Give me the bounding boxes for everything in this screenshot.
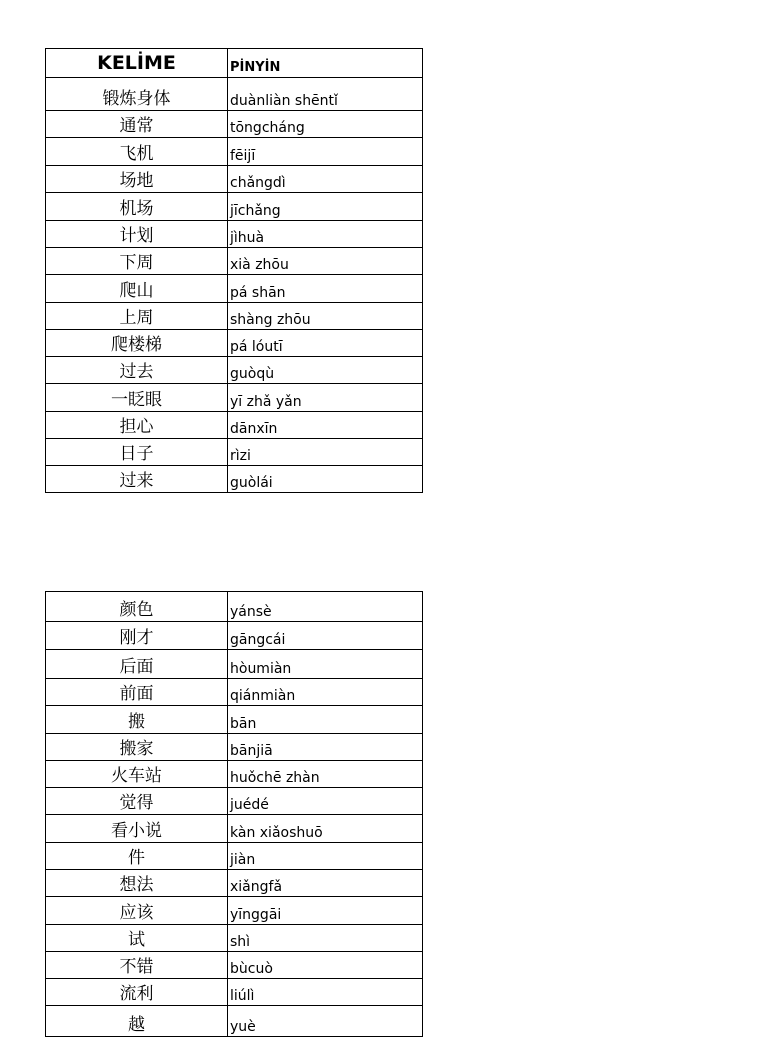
chinese-word-cell: 通常	[46, 111, 228, 138]
table-row	[46, 330, 423, 357]
table-row	[46, 439, 423, 466]
pinyin-cell: yī zhǎ yǎn	[228, 384, 423, 412]
pinyin-cell: rìzi	[228, 439, 423, 466]
chinese-word-cell: 计划	[46, 221, 228, 248]
chinese-word-cell: 想法	[46, 870, 228, 897]
pinyin-cell: bān	[228, 706, 423, 734]
pinyin-cell: shì	[228, 925, 423, 952]
header-pinyin: PİNYİN	[228, 49, 423, 78]
table-row	[46, 1006, 423, 1037]
chinese-word-cell: 爬楼梯	[46, 330, 228, 357]
table-row	[46, 111, 423, 138]
table-row	[46, 679, 423, 706]
table-row	[46, 166, 423, 193]
table-row	[46, 870, 423, 897]
pinyin-cell: guòqù	[228, 357, 423, 384]
table-row	[46, 952, 423, 979]
chinese-word-cell: 后面	[46, 650, 228, 679]
chinese-word-cell: 件	[46, 843, 228, 870]
pinyin-cell: pá shān	[228, 275, 423, 303]
pinyin-cell: gāngcái	[228, 622, 423, 650]
chinese-word-cell: 流利	[46, 979, 228, 1006]
pinyin-cell: xiǎngfǎ	[228, 870, 423, 897]
table-row	[46, 706, 423, 734]
chinese-word-cell: 搬	[46, 706, 228, 734]
chinese-word-cell: 看小说	[46, 815, 228, 843]
table-row	[46, 592, 423, 622]
vocabulary-table-1	[45, 48, 423, 493]
chinese-word-cell: 应该	[46, 897, 228, 925]
pinyin-cell: yánsè	[228, 592, 423, 622]
pinyin-cell: jiàn	[228, 843, 423, 870]
pinyin-cell: kàn xiǎoshuō	[228, 815, 423, 843]
table-row	[46, 78, 423, 111]
table-row	[46, 979, 423, 1006]
table-row	[46, 650, 423, 679]
pinyin-cell: bānjiā	[228, 734, 423, 761]
table-row	[46, 138, 423, 166]
pinyin-cell: pá lóutī	[228, 330, 423, 357]
table-row	[46, 412, 423, 439]
chinese-word-cell: 下周	[46, 248, 228, 275]
chinese-word-cell: 颜色	[46, 592, 228, 622]
chinese-word-cell: 试	[46, 925, 228, 952]
pinyin-cell: yuè	[228, 1006, 423, 1037]
chinese-word-cell: 担心	[46, 412, 228, 439]
pinyin-cell: tōngcháng	[228, 111, 423, 138]
pinyin-cell: bùcuò	[228, 952, 423, 979]
vocabulary-table-2	[45, 591, 423, 1037]
pinyin-cell: jìhuà	[228, 221, 423, 248]
pinyin-cell: xià zhōu	[228, 248, 423, 275]
pinyin-cell: dānxīn	[228, 412, 423, 439]
pinyin-cell: hòumiàn	[228, 650, 423, 679]
table-row	[46, 466, 423, 493]
pinyin-cell: fēijī	[228, 138, 423, 166]
table-row	[46, 925, 423, 952]
table-row	[46, 815, 423, 843]
pinyin-cell: shàng zhōu	[228, 303, 423, 330]
chinese-word-cell: 刚才	[46, 622, 228, 650]
table-row	[46, 275, 423, 303]
chinese-word-cell: 日子	[46, 439, 228, 466]
chinese-word-cell: 场地	[46, 166, 228, 193]
chinese-word-cell: 火车站	[46, 761, 228, 788]
chinese-word-cell: 过来	[46, 466, 228, 493]
chinese-word-cell: 不错	[46, 952, 228, 979]
table-row	[46, 303, 423, 330]
pinyin-cell: guòlái	[228, 466, 423, 493]
table-row	[46, 761, 423, 788]
header-word: KELİME	[46, 49, 228, 78]
pinyin-cell: qiánmiàn	[228, 679, 423, 706]
chinese-word-cell: 觉得	[46, 788, 228, 815]
pinyin-cell: jīchǎng	[228, 193, 423, 221]
table-row	[46, 357, 423, 384]
chinese-word-cell: 搬家	[46, 734, 228, 761]
table-row	[46, 384, 423, 412]
chinese-word-cell: 飞机	[46, 138, 228, 166]
chinese-word-cell: 越	[46, 1006, 228, 1037]
pinyin-cell: liúlì	[228, 979, 423, 1006]
chinese-word-cell: 锻炼身体	[46, 78, 228, 111]
chinese-word-cell: 前面	[46, 679, 228, 706]
pinyin-cell: duànliàn shēntǐ	[228, 78, 423, 111]
table-row	[46, 843, 423, 870]
pinyin-cell: yīnggāi	[228, 897, 423, 925]
pinyin-cell: chǎngdì	[228, 166, 423, 193]
pinyin-cell: juédé	[228, 788, 423, 815]
table-row	[46, 221, 423, 248]
chinese-word-cell: 爬山	[46, 275, 228, 303]
table-row	[46, 734, 423, 761]
table-header-row	[46, 49, 423, 78]
pinyin-cell: huǒchē zhàn	[228, 761, 423, 788]
chinese-word-cell: 机场	[46, 193, 228, 221]
table-row	[46, 897, 423, 925]
table-row	[46, 788, 423, 815]
table-row	[46, 193, 423, 221]
chinese-word-cell: 过去	[46, 357, 228, 384]
table-row	[46, 622, 423, 650]
chinese-word-cell: 上周	[46, 303, 228, 330]
table-row	[46, 248, 423, 275]
chinese-word-cell: 一眨眼	[46, 384, 228, 412]
